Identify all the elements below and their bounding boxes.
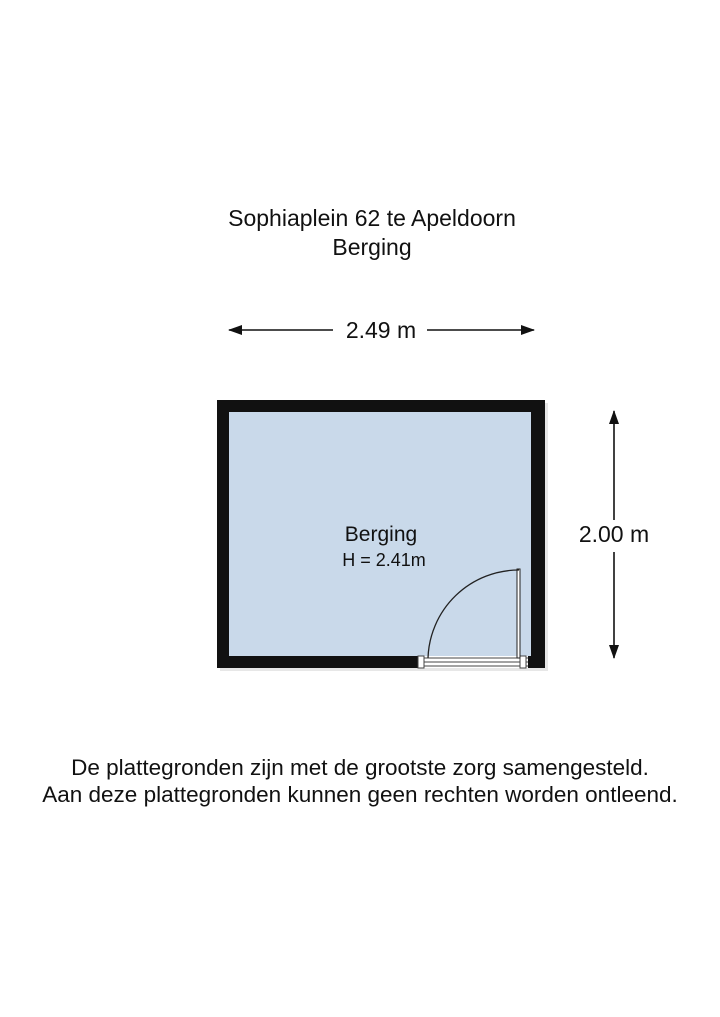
room-berging <box>217 400 548 671</box>
room-ceiling-height-label: H = 2.41m <box>342 550 426 570</box>
disclaimer-line-2: Aan deze plattegronden kunnen geen rechten worden ontleend. <box>42 782 678 807</box>
height-dimension <box>579 411 649 658</box>
door-jamb-right <box>520 656 526 668</box>
room-name-label: Berging <box>344 523 418 546</box>
width-dimension <box>229 317 534 343</box>
disclaimer <box>0 754 720 808</box>
floor-title: Berging <box>332 234 412 260</box>
width-dimension-label: 2.49 m <box>345 317 417 343</box>
height-dimension-label: 2.00 m <box>578 521 650 547</box>
address-title: Sophiaplein 62 te Apeldoorn <box>228 205 516 231</box>
disclaimer-line-1: De plattegronden zijn met de grootste zorg samengesteld. <box>71 755 649 780</box>
door-leaf <box>517 569 520 658</box>
door-jamb-left <box>418 656 424 668</box>
